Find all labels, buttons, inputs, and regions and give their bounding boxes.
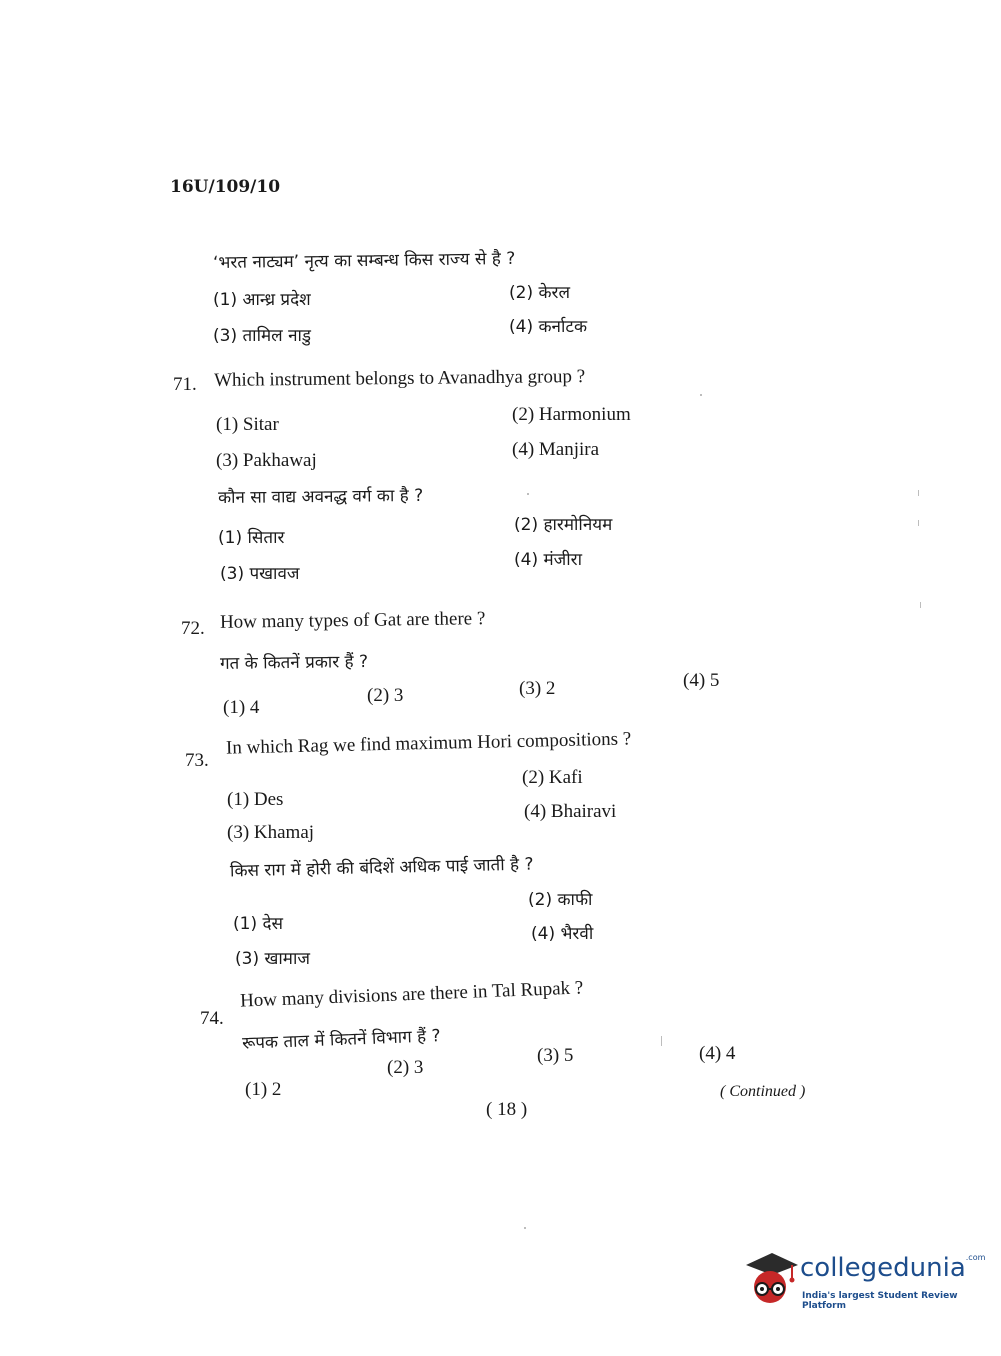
brand-tagline: India's largest Student Review Platform (802, 1291, 958, 1311)
q73-option-3: (3) Khamaj (227, 822, 315, 843)
q73-hindi-question: किस राग में होरी की बंदिशें अधिक पाई जाती है ? (229, 854, 534, 882)
q73-number: 73. (185, 750, 209, 771)
continued-label: ( Continued ) (720, 1083, 806, 1100)
scan-speck (918, 490, 919, 496)
q71-hindi-question: कौन सा वाद्य अवनद्ध वर्ग का है ? (217, 485, 424, 509)
paper-code: 16U/109/10 (170, 177, 281, 197)
q70-hindi-option-3: (3) तामिल नाडु (213, 326, 312, 346)
brand-name: collegedunia (800, 1253, 966, 1283)
q72-number: 72. (181, 618, 205, 639)
scan-speck (524, 1227, 526, 1229)
q72-option-3: (3) 2 (519, 678, 556, 699)
q74-option-4: (4) 4 (699, 1043, 736, 1064)
q72-question: How many types of Gat are there ? (219, 608, 486, 633)
brand-suffix: .com (965, 1253, 986, 1262)
q70-hindi-option-1: (1) आन्ध्र प्रदेश (213, 290, 311, 310)
q71-hindi-option-2: (2) हारमोनियम (514, 515, 613, 535)
q73-hindi-option-1: (1) देस (233, 914, 284, 934)
scan-speck (700, 394, 702, 396)
mascot-icon (742, 1249, 800, 1311)
q74-question: How many divisions are there in Tal Rupak ? (239, 977, 584, 1012)
q72-option-4: (4) 5 (683, 670, 720, 691)
scan-speck (527, 493, 529, 495)
q72-option-2: (2) 3 (367, 685, 404, 706)
q73-option-1: (1) Des (227, 789, 284, 810)
page-number: ( 18 ) (486, 1099, 528, 1120)
q71-question: Which instrument belongs to Avanadhya group ? (213, 366, 586, 391)
q72-hindi-question: गत के कितनें प्रकार हैं ? (219, 651, 369, 675)
q73-hindi-option-4: (4) भैरवी (531, 924, 594, 944)
q71-hindi-option-4: (4) मंजीरा (514, 550, 583, 570)
scan-speck (920, 602, 921, 608)
q71-option-2: (2) Harmonium (512, 404, 631, 425)
q74-option-2: (2) 3 (387, 1057, 424, 1078)
scan-speck (661, 1036, 662, 1046)
scan-speck (918, 520, 919, 526)
q73-hindi-option-2: (2) काफी (528, 890, 593, 910)
q74-option-1: (1) 2 (245, 1079, 282, 1100)
q72-option-1: (1) 4 (223, 697, 260, 718)
q73-option-2: (2) Kafi (522, 767, 583, 788)
q71-number: 71. (173, 374, 197, 395)
q70-hindi-option-2: (2) केरल (509, 283, 571, 303)
q71-option-4: (4) Manjira (512, 439, 600, 460)
q73-option-4: (4) Bhairavi (524, 801, 617, 822)
q71-hindi-option-1: (1) सितार (218, 528, 285, 548)
q71-option-1: (1) Sitar (216, 414, 279, 435)
q73-question: In which Rag we find maximum Hori compositions ? (225, 728, 632, 759)
q71-option-3: (3) Pakhawaj (216, 450, 317, 471)
q73-hindi-option-3: (3) खामाज (235, 949, 310, 969)
collegedunia-logo (742, 1247, 986, 1317)
q74-number: 74. (200, 1008, 224, 1029)
q74-option-3: (3) 5 (537, 1045, 574, 1066)
q70-hindi-option-4: (4) कर्नाटक (509, 317, 588, 337)
q70-hindi-question: ‘भरत नाट्यम’ नृत्य का सम्बन्ध किस राज्य से है ? (212, 248, 516, 274)
q71-hindi-option-3: (3) पखावज (220, 564, 300, 584)
q74-hindi-question: रूपक ताल में कितनें विभाग हैं ? (241, 1026, 441, 1054)
